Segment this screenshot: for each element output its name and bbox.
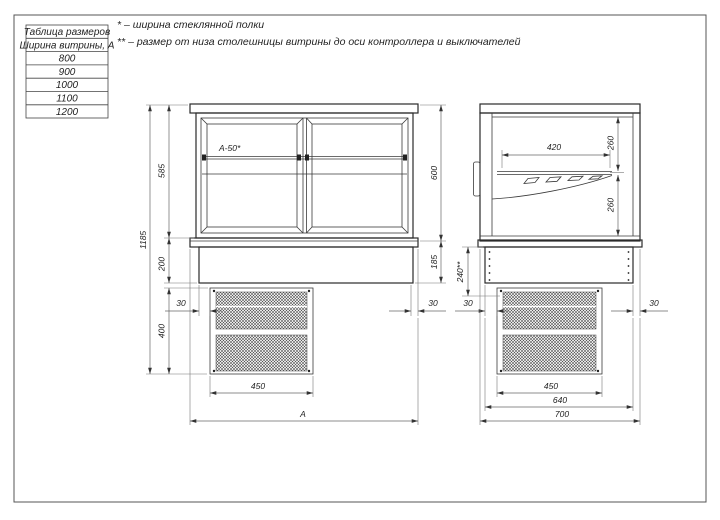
table-subtitle: Ширина витрины, А bbox=[19, 40, 115, 52]
front-view bbox=[190, 104, 418, 374]
dim-front-right-counter: 185 bbox=[429, 254, 439, 270]
dim-side-above-shelf: 260 bbox=[605, 135, 616, 151]
dim-front-overall-width: A bbox=[300, 409, 306, 419]
dim-side-shelf-depth: 420 bbox=[546, 142, 562, 152]
table-row-1200: 1200 bbox=[55, 106, 79, 118]
sheet-border bbox=[14, 15, 706, 502]
dim-front-grille-height: 400 bbox=[156, 323, 167, 339]
dim-front-total-height: 1185 bbox=[138, 230, 148, 250]
table-title: Таблица размеров bbox=[23, 27, 111, 38]
footnote-controller: ** – размер от низа столешницы витрины до оси контроллера и выключателей bbox=[117, 36, 521, 48]
dim-front-grille-width: 450 bbox=[250, 381, 266, 391]
ventilation-grille-side bbox=[497, 288, 602, 374]
dim-side-offset-left: 30 bbox=[463, 298, 473, 308]
footnote-glass-shelf: * – ширина стеклянной полки bbox=[117, 19, 265, 31]
side-shelf bbox=[492, 172, 612, 200]
footnotes bbox=[117, 19, 521, 48]
dim-side-controller-axis: 240** bbox=[455, 261, 465, 283]
ventilation-grille-front bbox=[210, 288, 313, 374]
dim-front-offset-right: 30 bbox=[428, 298, 438, 308]
size-table bbox=[20, 25, 115, 118]
dim-side-below-shelf: 260 bbox=[605, 197, 616, 213]
table-row-1100: 1100 bbox=[56, 93, 78, 105]
dim-front-glass-height: 585 bbox=[156, 163, 167, 179]
dim-front-offset-left: 30 bbox=[176, 298, 186, 308]
table-row-1000: 1000 bbox=[55, 80, 79, 92]
front-view-dimensions bbox=[138, 105, 446, 425]
table-row-800: 800 bbox=[58, 53, 76, 65]
side-lower-cabinet bbox=[485, 247, 633, 283]
dim-side-cabinet-width: 640 bbox=[552, 395, 568, 405]
shelf-width-label: A-50* bbox=[219, 143, 241, 153]
dim-front-right-height: 600 bbox=[429, 165, 439, 181]
dim-side-grille-width: 450 bbox=[543, 381, 559, 391]
side-view-dimensions bbox=[455, 117, 668, 425]
door-handle bbox=[474, 162, 481, 196]
dim-side-offset-right: 30 bbox=[649, 298, 659, 308]
glass-shelf bbox=[202, 155, 407, 175]
table-row-900: 900 bbox=[58, 66, 76, 78]
dim-front-counter-height: 200 bbox=[156, 256, 167, 272]
dim-side-overall-depth: 700 bbox=[554, 409, 570, 419]
